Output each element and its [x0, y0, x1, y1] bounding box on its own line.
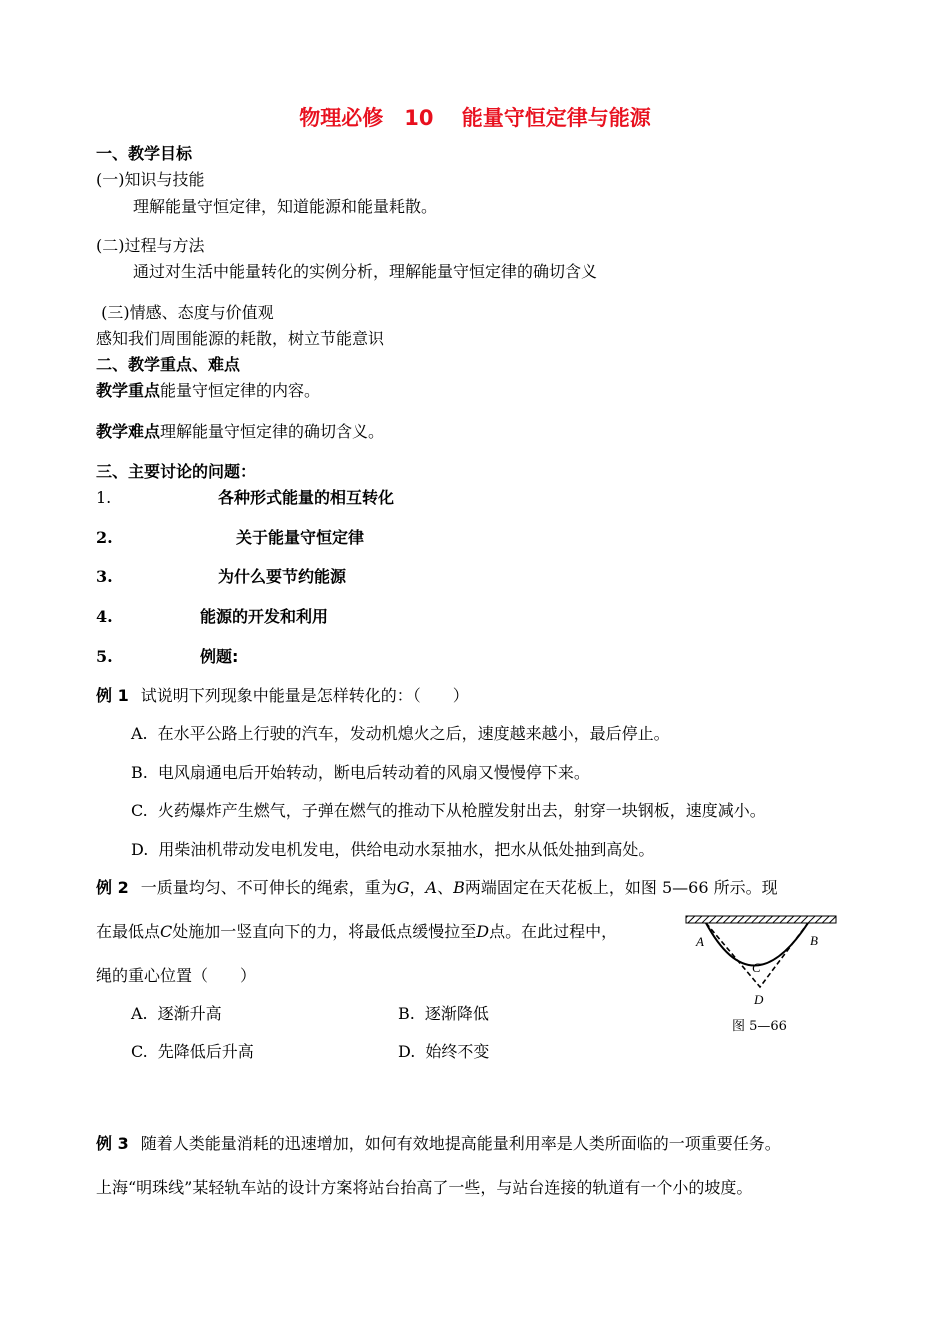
example-1-label: 例 1 [96, 686, 129, 705]
subsection-1-text: 理解能量守恒定律，知道能源和能量耗散。 [133, 197, 438, 216]
subsection-2-heading: (二)过程与方法 [96, 236, 205, 255]
rope-figure [684, 912, 838, 1008]
example-3-line-1 [96, 1134, 781, 1154]
ceiling [686, 916, 836, 923]
difficulty-label: 教学难点 [96, 422, 161, 441]
example-2-text: 处施加一竖直向下的力，将最低点缓慢拉至 [172, 922, 477, 941]
difficulty-line [96, 422, 384, 442]
topic-number: 3. [96, 567, 113, 586]
example-2-line-2 [96, 922, 617, 942]
topic-text: 例题: [200, 647, 239, 666]
label-a: A [696, 934, 704, 949]
option-text: 在水平公路上行驶的汽车，发动机熄火之后，速度越来越小，最后停止。 [157, 724, 670, 743]
subsection-2-text: 通过对生活中能量转化的实例分析，理解能量守恒定律的确切含义 [133, 262, 598, 281]
example-2-option-b [398, 1004, 489, 1024]
example-2-text: 两端固定在天花板上，如图 5—66 所示。现 [464, 878, 778, 897]
example-1-option-a [131, 724, 670, 744]
option-key: C. [131, 801, 148, 820]
variable-g: G [396, 878, 410, 897]
section-2-heading: 二、教学重点、难点 [96, 355, 241, 374]
rope-pulled-dashed [706, 923, 808, 987]
example-2-text: 一质量均匀、不可伸长的绳索，重为 [140, 878, 397, 897]
topic-text: 能源的开发和利用 [200, 607, 329, 626]
option-key: D. [398, 1042, 416, 1061]
key-point-line [96, 381, 320, 401]
variable-a: A [425, 878, 438, 897]
example-1-option-d [131, 840, 654, 860]
label-c: C [752, 960, 761, 975]
separator: ， [409, 878, 426, 897]
option-key: C. [131, 1042, 148, 1061]
difficulty-text: 理解能量守恒定律的确切含义。 [160, 422, 385, 441]
option-text: 逐渐升高 [157, 1004, 222, 1023]
example-2-option-c [131, 1042, 254, 1062]
key-point-text: 能量守恒定律的内容。 [160, 381, 321, 400]
option-key: B. [398, 1004, 415, 1023]
example-2-option-a [131, 1004, 222, 1024]
option-text: 始终不变 [425, 1042, 490, 1061]
label-d: D [754, 992, 764, 1007]
topic-text: 各种形式能量的相互转化 [218, 488, 395, 507]
figure-caption: 图 5—66 [732, 1019, 787, 1034]
variable-b: B [453, 878, 465, 897]
option-text: 电风扇通电后开始转动，断电后转动着的风扇又慢慢停下来。 [157, 763, 590, 782]
section-1-heading: 一、教学目标 [96, 144, 193, 163]
example-2-line-1 [96, 878, 778, 898]
example-3-line-2: 上海“明珠线”某轻轨车站的设计方案将站台抬高了一些，与站台连接的轨道有一个小的坡度。 [96, 1178, 753, 1197]
option-text: 逐渐降低 [424, 1004, 489, 1023]
example-2-text: 点。在此过程中， [489, 922, 618, 941]
option-key: A. [131, 1004, 148, 1023]
option-text: 先降低后升高 [157, 1042, 254, 1061]
topic-number: 4. [96, 607, 113, 626]
document-title: 物理必修 10 能量守恒定律与能源 [299, 106, 651, 130]
subsection-3-text: 感知我们周围能源的耗散，树立节能意识 [96, 329, 385, 348]
subsection-1-heading: (一)知识与技能 [96, 170, 205, 189]
example-1-option-c [131, 801, 766, 821]
example-1-question-line [96, 686, 469, 706]
topic-number: 5. [96, 647, 113, 666]
topic-number: 1. [96, 488, 112, 507]
example-2-line-3: 绳的重心位置（ ） [96, 966, 257, 985]
section-3-heading: 三、主要讨论的问题： [96, 462, 257, 481]
example-1-option-b [131, 763, 590, 783]
topic-text: 关于能量守恒定律 [236, 528, 365, 547]
option-key: A. [131, 724, 148, 743]
variable-d: D [476, 922, 490, 941]
example-1-question: 试说明下列现象中能量是怎样转化的：（ ） [140, 686, 469, 705]
example-3-label: 例 3 [96, 1134, 129, 1153]
separator: 、 [437, 878, 454, 897]
topic-text: 为什么要节约能源 [218, 567, 347, 586]
key-point-label: 教学重点 [96, 381, 161, 400]
example-2-label: 例 2 [96, 878, 129, 897]
option-text: 火药爆炸产生燃气，子弹在燃气的推动下从枪膛发射出去，射穿一块钢板，速度减小。 [157, 801, 766, 820]
topic-number: 2. [96, 528, 113, 547]
option-text: 用柴油机带动发电机发电，供给电动水泵抽水，把水从低处抽到高处。 [158, 840, 655, 859]
label-b: B [810, 933, 818, 948]
example-2-text: 在最低点 [96, 922, 161, 941]
subsection-3-heading: (三)情感、态度与价值观 [96, 303, 274, 322]
variable-c: C [160, 922, 173, 941]
option-key: B. [131, 763, 148, 782]
option-key: D. [131, 840, 149, 859]
example-2-option-d [398, 1042, 489, 1062]
example-3-text: 随着人类能量消耗的迅速增加，如何有效地提高能量利用率是人类所面临的一项重要任务。 [140, 1134, 781, 1153]
